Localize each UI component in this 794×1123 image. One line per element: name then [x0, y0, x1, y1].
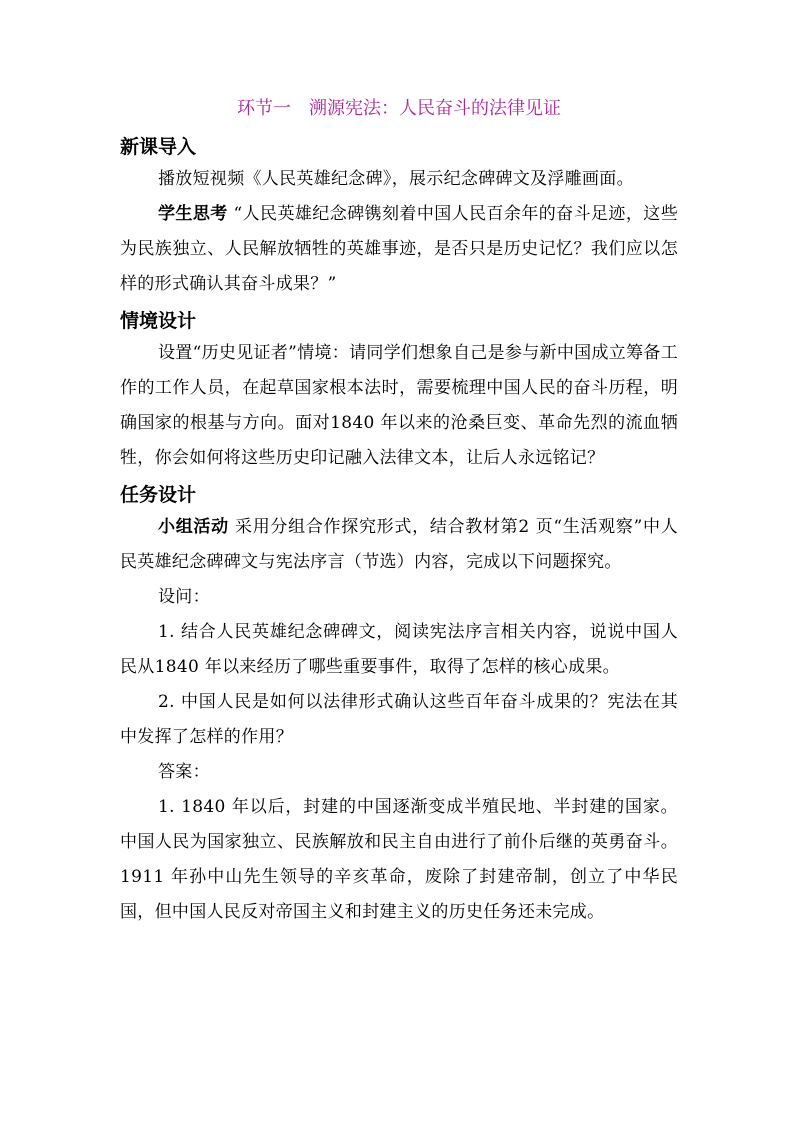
- question-1: 1. 结合人民英雄纪念碑碑文，阅读宪法序言相关内容，说说中国人民从1840 年以来经历了哪些重要事件，取得了怎样的核心成果。: [120, 622, 678, 677]
- document-page: [120, 96, 678, 930]
- question-label: 设问：: [158, 587, 210, 607]
- question-2: 2. 中国人民是如何以法律形式确认这些百年奋斗成果的？宪法在其中发挥了怎样的作用？: [120, 692, 678, 747]
- heading-intro: 新课导入: [120, 136, 197, 158]
- intro-paragraph-2: [120, 197, 678, 302]
- task-paragraph: [120, 510, 678, 580]
- heading-task: 任务设计: [120, 484, 197, 506]
- group-activity-label: 小组活动: [158, 517, 229, 537]
- intro-paragraph-1: 播放短视频《人民英雄纪念碑》，展示纪念碑碑文及浮雕画面。: [158, 169, 634, 189]
- section-title: 环节一 溯源宪法：人民奋斗的法律见证: [237, 98, 561, 119]
- scenario-paragraph: 设置“历史见证者”情境：请同学们想象自己是参与新中国成立筹备工作的工作人员，在起草国家根本法时，需要梳理中国人民的奋斗历程，明确国家的根基与方向。面对1840 年以来的沧桑巨变、革命先烈的流血牺牲，你会如何将这些历史印记融入法律文本，让后人永远铭记？: [120, 343, 678, 468]
- answer-1: 1. 1840 年以后，封建的中国逐渐变成半殖民地、半封建的国家。中国人民为国家独立、民族解放和民主自由进行了前仆后继的英勇奋斗。1911 年孙中山先生领导的辛亥革命，废除了封建帝制，创立了中华民国，但中国人民反对帝国主义和封建主义的历史任务还未完成。: [120, 797, 678, 922]
- student-thinking-label: 学生思考: [158, 204, 228, 224]
- answer-label: 答案：: [158, 762, 210, 782]
- student-thinking-text: “人民英雄纪念碑镌刻着中国人民百余年的奋斗足迹，这些为民族独立、人民解放牺牲的英雄事迹，是否只是历史记忆？我们应以怎样的形式确认其奋斗成果？”: [120, 204, 678, 294]
- group-activity-text: 采用分组合作探究形式，结合教材第2 页“生活观察”中人民英雄纪念碑碑文与宪法序言（节选）内容，完成以下问题探究。: [120, 517, 679, 572]
- heading-scenario: 情境设计: [120, 310, 197, 332]
